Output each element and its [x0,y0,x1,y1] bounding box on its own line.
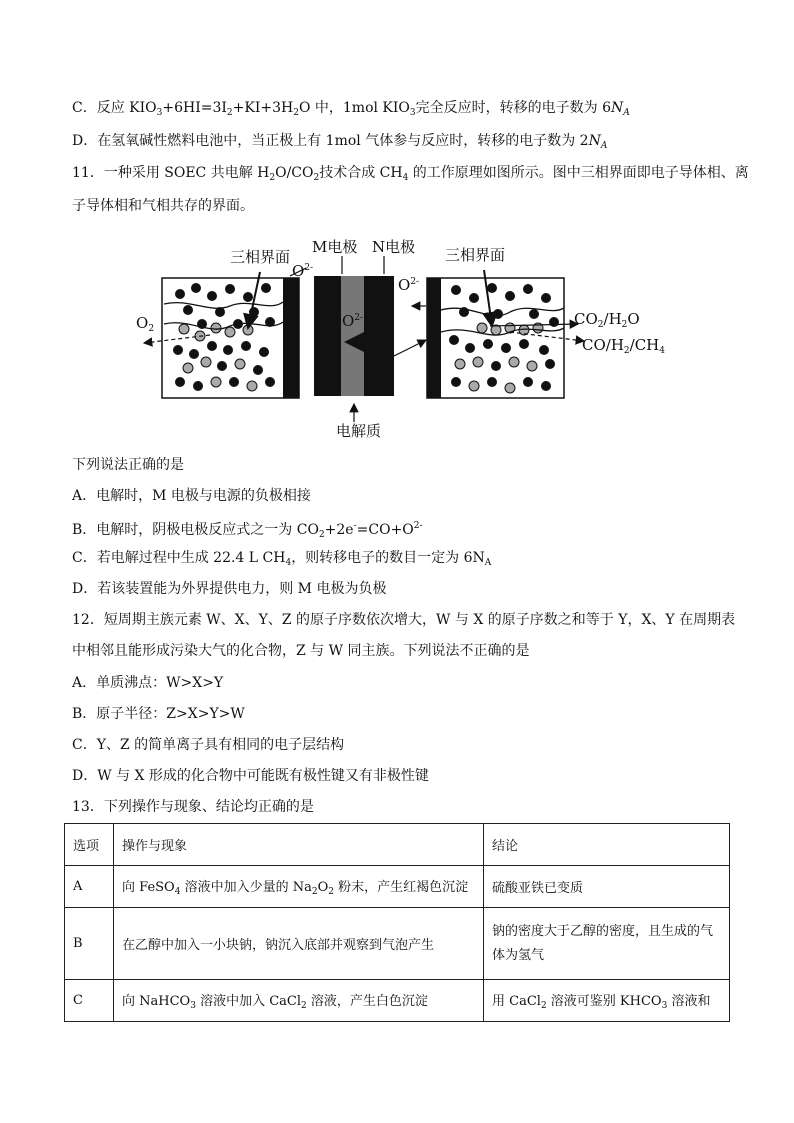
superscript: - [353,521,357,531]
text: 溶液，产生白色沉淀 [306,994,428,1009]
subscript: A [600,141,608,151]
table-header-row [65,824,730,866]
superscript: 2- [410,277,420,287]
q11-option-d: D．若该装置能为外界提供电力，则 M 电极为负极 [72,581,387,597]
text: 技术合成 CH [319,165,403,181]
subscript: 2 [148,324,155,334]
q12-option-d: D．W 与 X 形成的化合物中可能既有极性键又有非极性键 [72,768,429,784]
text: 向 NaHCO [122,994,191,1009]
subscript: 3 [190,1001,196,1011]
q12-option-a: A．单质沸点：W>X>Y [72,675,224,691]
subscript: 2 [621,320,628,330]
electrolyte-label: 电解质 [336,422,382,440]
subscript: 3 [661,1001,668,1011]
text: O [398,276,411,294]
q12-stem-line1: 12．短周期主族元素 W、X、Y、Z 的原子序数依次增大，W 与 X 的原子序数之和等于 Y，X、Y 在周期表 [72,612,736,628]
subscript: 2 [293,108,299,118]
text: O [627,310,640,328]
subscript: 4 [402,173,409,183]
text: ，则转移电子的数目一定为 6N [291,550,485,566]
electrolyte-core [341,276,364,396]
q12-option-b: B．原子半径：Z>X>Y>W [72,706,245,722]
row-option: C [65,980,114,1022]
right-interface-label: 三相界面 [445,246,506,264]
text: 11．一种采用 SOEC 共电解 H [72,165,270,181]
q12-option-c: C．Y、Z 的简单离子具有相同的电子层结构 [72,737,345,753]
row-operation [114,866,484,908]
text: 的工作原理如图所示。图中三相界面即电子导体相、离 [408,165,749,181]
text: O/CO [275,165,314,181]
table-row [65,908,730,980]
row-conclusion [484,908,730,980]
q11-question: 下列说法正确的是 [72,457,184,473]
text: 用 CaCl [492,994,541,1009]
subscript: 2 [301,1001,307,1011]
text: 向 FeSO [122,880,175,895]
m-electrode-label: M电极 [312,238,358,256]
row-conclusion [484,980,730,1022]
soec-diagram [130,232,670,442]
superscript: 2- [304,263,314,273]
superscript: 2- [354,313,364,323]
q13-table [64,823,730,1022]
text: CO/H [582,336,624,354]
subscript: 2 [269,173,276,183]
oxide-ion-label-right [398,276,419,294]
text: 完全反应时，转移的电子数为 6 [415,100,611,116]
subscript: 3 [409,108,416,118]
header-option: 选项 [65,824,114,866]
q11-option-c [72,548,491,573]
oxide-ion-label-left [292,262,313,280]
text: 钠的密度大于乙醇的密度，且生成的气体为氢气 [492,923,714,963]
subscript: 2 [318,530,325,540]
q10-option-c [72,98,630,123]
subscript: 2 [328,887,334,897]
subscript: 4 [285,558,292,568]
subscript: 2 [313,173,320,183]
text: D．在氢氧碱性燃料电池中，当正极上有 1mol 气体参与反应时，转移的电子数为 2 [72,133,589,149]
text: 溶液可鉴别 KHCO [546,994,662,1009]
q11-option-a: A．电解时，M 电极与电源的负极相接 [72,488,311,504]
q11-stem-line2: 子导体相和气相共存的界面。 [72,198,254,214]
text: /H [603,310,622,328]
table-row [65,980,730,1022]
q11-option-b [72,516,423,545]
subscript: 4 [659,346,666,356]
left-interface-label: 三相界面 [230,248,291,266]
text: CO [574,310,598,328]
text: =CO+O [356,522,414,538]
text: 溶液中加入少量的 Na [180,880,312,895]
table-row [65,866,730,908]
q11-stem-line1 [72,163,749,188]
text: /CH [629,336,660,354]
q13-title: 13．下列操作与现象、结论均正确的是 [72,799,314,815]
subscript: 2 [623,346,630,356]
row-operation: 在乙醇中加入一小块钠，钠沉入底部并观察到气泡产生 [114,908,484,980]
co-h2-ch4-label [582,336,665,356]
co2-h2o-label [574,310,640,330]
n-electrode-label: N电极 [372,238,416,256]
subscript: 2 [597,320,604,330]
text: 溶液中加入 CaCl [195,994,302,1009]
text: B．电解时，阴极电极反应式之一为 CO [72,522,319,538]
text: C．若电解过程中生成 22.4 L CH [72,550,286,566]
q12-stem-line2: 中相邻且能形成污染大气的化合物，Z 与 W 同主族。下列说法不正确的是 [72,643,530,659]
subscript: A [623,108,630,118]
subscript: 2 [540,1001,547,1011]
text: +6HI=3I [162,100,227,116]
text: O [136,314,149,332]
oxygen-gas-label [136,314,154,334]
header-operation: 操作与现象 [114,824,484,866]
row-operation [114,980,484,1022]
text: 溶液和 [667,994,711,1009]
subscript: A [484,558,492,568]
text: O [292,262,305,280]
row-option: A [65,866,114,908]
q10-option-d [72,131,607,156]
right-electrode-strip [427,278,441,398]
text: O [317,880,329,895]
superscript: 2- [413,521,423,531]
row-conclusion: 硫酸亚铁已变质 [484,866,730,908]
text: C．反应 KIO [72,100,157,116]
left-electrode-strip [283,278,299,398]
text: O 中，1mol KIO [298,100,410,116]
subscript: 4 [174,887,181,897]
oxide-ion-label-center [342,312,363,330]
row-option: B [65,908,114,980]
avogadro-symbol: N [611,100,624,116]
subscript: 3 [156,108,163,118]
text: 粉末，产生红褐色沉淀 [333,880,469,895]
subscript: 2 [311,887,318,897]
text: +2e [324,522,354,538]
text: O [342,312,355,330]
text: +KI+3H [232,100,294,116]
avogadro-symbol: N [588,133,601,149]
header-conclusion: 结论 [484,824,730,866]
subscript: 2 [226,108,233,118]
